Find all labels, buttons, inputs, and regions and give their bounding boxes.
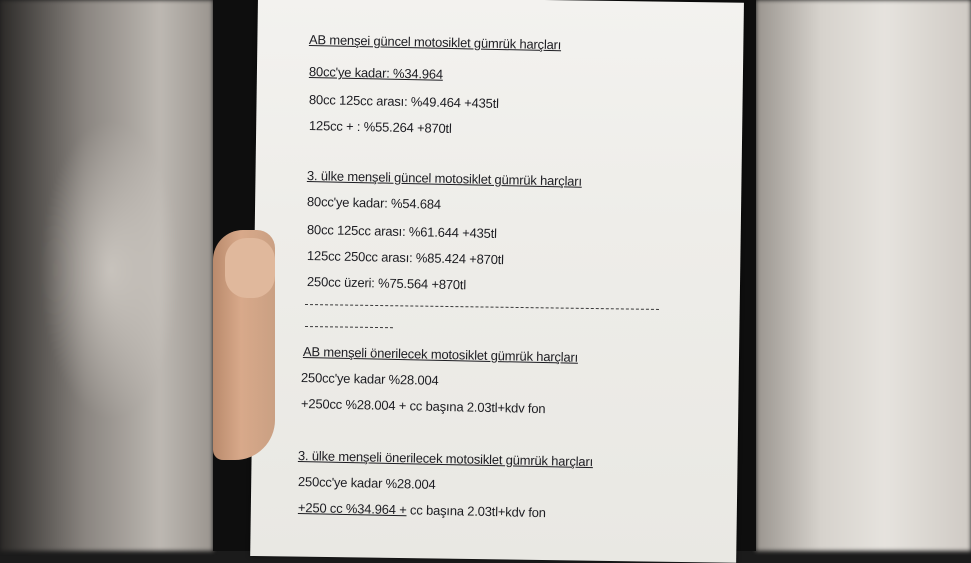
section-3-heading: AB menşeli önerilecek motosiklet gümrük harçları	[302, 344, 579, 365]
section-1-line-2: 80cc 125cc arası: %49.464 +435tl	[308, 92, 499, 111]
section-4-line-1: 250cc'ye kadar %28.004	[297, 474, 436, 492]
section-2-line-3: 125cc 250cc arası: %85.424 +870tl	[306, 248, 504, 268]
section-3-line-1: 250cc'ye kadar %28.004	[300, 370, 439, 388]
section-4-line-2-underlined: +250 cc %34.964 +	[297, 500, 407, 518]
section-4-line-2	[298, 500, 546, 520]
section-4-line-2-rest: cc başına 2.03tl+kdv fon	[406, 502, 546, 521]
section-1-line-3: 125cc + : %55.264 +870tl	[308, 118, 452, 136]
dashed-divider-2	[305, 326, 393, 328]
section-1-heading: AB menşei güncel motosiklet gümrük harçları	[308, 32, 562, 53]
dashed-divider-1	[305, 304, 659, 310]
section-2-line-2: 80cc 125cc arası: %61.644 +435tl	[306, 222, 497, 241]
section-3-line-2: +250cc %28.004 + cc başına 2.03tl+kdv fon	[300, 396, 546, 417]
section-1-line-1: 80cc'ye kadar: %34.964	[308, 64, 444, 82]
section-2-heading: 3. ülke menşeli güncel motosiklet gümrük harçları	[306, 168, 582, 189]
section-2-line-1: 80cc'ye kadar: %54.684	[306, 194, 442, 212]
section-2-line-4: 250cc üzeri: %75.564 +870tl	[306, 274, 467, 293]
section-4-heading: 3. ülke menşeli önerilecek motosiklet gümrük harçları	[297, 448, 594, 470]
